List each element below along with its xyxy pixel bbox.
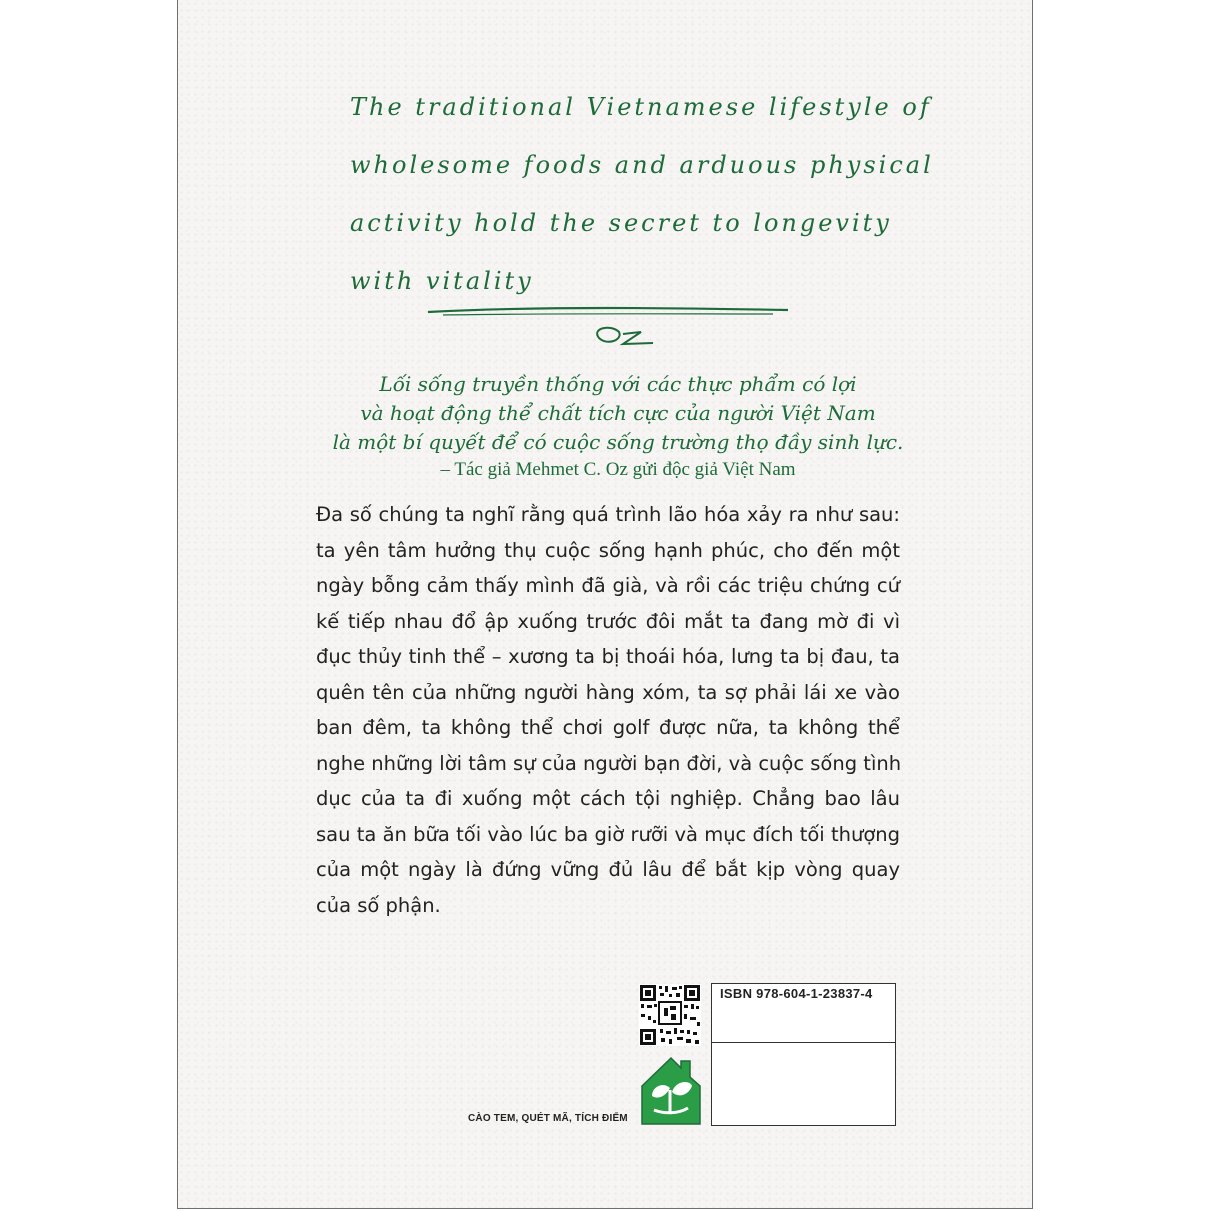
qr-code-icon bbox=[639, 984, 701, 1046]
blurb-line: kế tiếp nhau đổ ập xuống trước đôi mắt ta đang mờ đi vì bbox=[316, 609, 900, 633]
blurb-line: của số phận. bbox=[316, 893, 441, 917]
handwritten-line: activity hold the secret to longevity bbox=[350, 209, 892, 237]
blurb-paragraph bbox=[316, 497, 900, 923]
blurb-line: đục thủy tinh thể – xương ta bị thoái hóa, lưng ta bị đau, ta bbox=[316, 645, 900, 668]
blurb-line: quên tên của những người hàng xóm, ta sợ phải lái xe vào bbox=[316, 680, 900, 704]
blurb-line: của một ngày là đứng vững đủ lâu để bắt kịp vòng quay bbox=[316, 858, 900, 881]
quote-line: là một bí quyết để có cuộc sống trường thọ đầy sinh lực. bbox=[332, 430, 904, 454]
translated-quote bbox=[328, 370, 908, 483]
handwritten-line: The traditional Vietnamese lifestyle of bbox=[350, 93, 932, 121]
handwritten-line: wholesome foods and arduous physical bbox=[350, 151, 934, 179]
blurb-line: ngày bỗng cảm thấy mình đã già, và rồi các triệu chứng cứ bbox=[316, 574, 900, 597]
publisher-leaf-house-logo bbox=[636, 1052, 706, 1130]
blurb-line: dục của ta đi xuống một cách tội nghiệp. Chẳng bao lâu bbox=[316, 787, 900, 810]
blurb-line: ban đêm, ta không thể chơi golf được nữa, ta không thể bbox=[316, 716, 900, 739]
quote-line: Lối sống truyền thống với các thực phẩm có lợi bbox=[379, 372, 857, 396]
isbn-barcode-box bbox=[711, 983, 896, 1126]
blurb-line: sau ta ăn bữa tối vào lúc ba giờ rưỡi và mục đích tối thượng bbox=[316, 822, 900, 846]
blurb-line: ta yên tâm hưởng thụ cuộc sống hạnh phúc, cho đến một bbox=[316, 538, 900, 562]
blurb-line: Đa số chúng ta nghĩ rằng quá trình lão hóa xảy ra như sau: bbox=[316, 503, 900, 526]
isbn-number: ISBN 978-604-1-23837-4 bbox=[720, 986, 873, 1001]
handwritten-line: with vitality bbox=[350, 267, 534, 295]
scratch-scan-tagline: CÀO TEM, QUÉT MÃ, TÍCH ĐIỂM bbox=[468, 1113, 628, 1124]
handwritten-note bbox=[350, 78, 934, 310]
quote-line: và hoạt động thể chất tích cực của người Việt Nam bbox=[360, 401, 876, 425]
book-back-cover bbox=[177, 0, 1033, 1209]
author-signature bbox=[423, 298, 793, 358]
isbn-divider bbox=[712, 1042, 895, 1043]
blurb-line: nghe những lời tâm sự của người bạn đời, và cuộc sống tình bbox=[316, 751, 902, 775]
quote-attribution: – Tác giả Mehmet C. Oz gửi độc giả Việt Nam bbox=[440, 459, 796, 480]
